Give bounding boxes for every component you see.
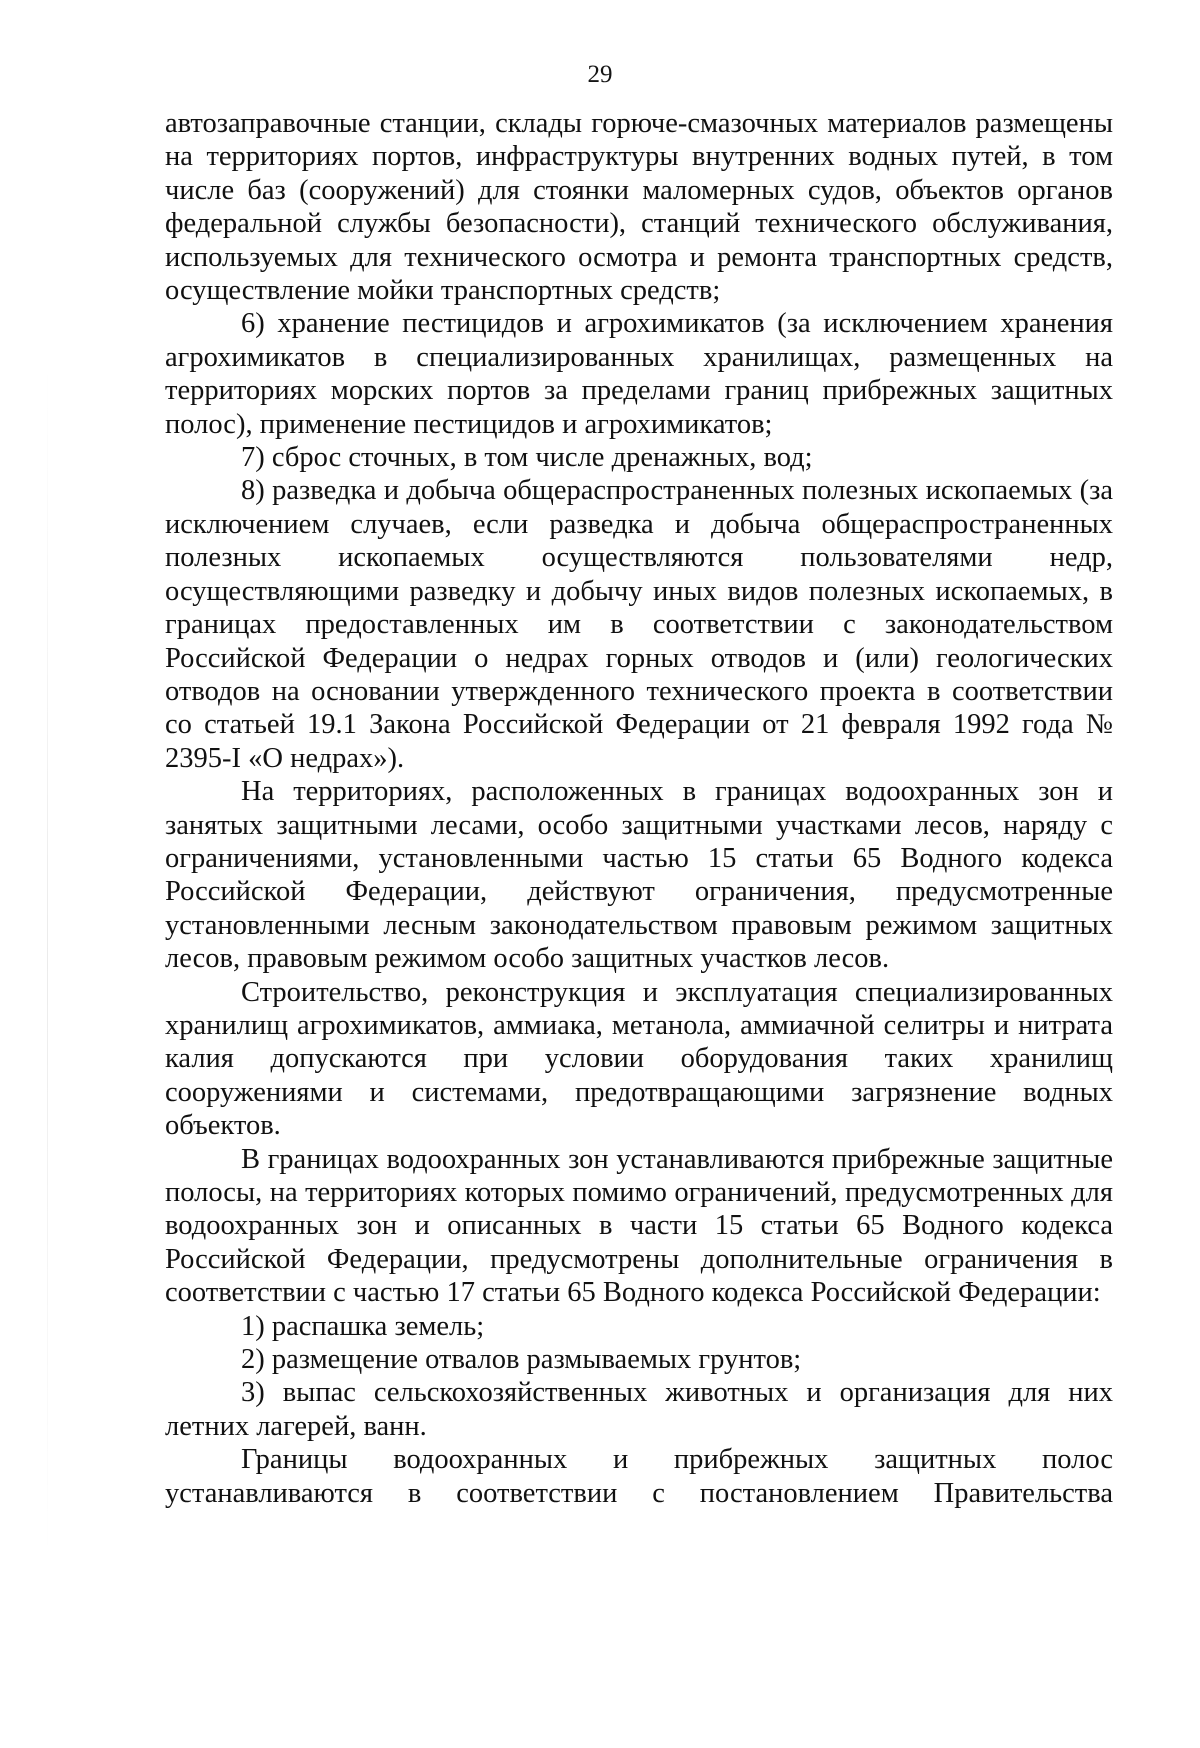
scan-edge-shadow xyxy=(47,360,48,1560)
paragraph-7: В границах водоохранных зон устанавливаются прибрежные защитные полосы, на территориях которых помимо ограничений, предусмотренных для водоохранных зон и описанных в части 15 статьи 65 Водного кодекса Российской Федерации, предусмотрены дополнительные ограничения в соответствии с частью 17 статьи 65 Водного кодекса Российской Федерации: xyxy=(165,1143,1113,1309)
paragraph-8: 1) распашка земель; xyxy=(241,1310,485,1342)
paragraph-2: 6) хранение пестицидов и агрохимикатов (за исключением хранения агрохимикатов в специализированных хранилищах, размещенных на территориях морских портов за пределами границ прибрежных защитных полос), применение пестицидов и агрохимикатов; xyxy=(165,308,1113,440)
paragraph-1: автозаправочные станции, склады горюче-смазочных материалов размещены на территориях портов, инфраструктуры внутренних водных путей, в том числе баз (сооружений) для стоянки маломерных судов, объектов органов федеральной службы безопасности), станций технического обслуживания, используемых для технического осмотра и ремонта транспортных средств, осуществление мойки транспортных средств; xyxy=(165,108,1113,307)
paragraph-3: 7) сброс сточных, в том числе дренажных, вод; xyxy=(241,442,813,474)
paragraph-4: 8) разведка и добыча общераспространенных полезных ископаемых (за исключением случаев, если разведка и добыча общераспространенных полезных ископаемых осуществляются пользователями недр, осуществляющими разведку и добычу иных видов полезных ископаемых, в границах предоставленных им в соответствии с законодательством Российской Федерации о недрах горных отводов и (или) геологических отводов на основании утвержденного технического проекта в соответствии со статьей 19.1 Закона Российской Федерации от 21 февраля 1992 года № 2395-I «О недрах»). xyxy=(165,475,1113,774)
paragraph-6: Строительство, реконструкция и эксплуатация специализированных хранилищ агрохимикатов, аммиака, метанола, аммиачной селитры и нитрата калия допускаются при условии оборудования таких хранилищ сооружениями и системами, предотвращающими загрязнение водных объектов. xyxy=(165,976,1113,1142)
paragraph-10: 3) выпас сельскохозяйственных животных и организация для них летних лагерей, ванн. xyxy=(165,1377,1113,1442)
paragraph-5: На территориях, расположенных в границах водоохранных зон и занятых защитными лесами, особо защитными участками лесов, наряду с ограничениями, установленными частью 15 статьи 65 Водного кодекса Российской Федерации, действуют ограничения, предусмотренные установленными лесным законодательством правовым режимом защитных лесов, правовым режимом особо защитных участков лесов. xyxy=(165,776,1113,975)
document-body xyxy=(165,107,1113,1510)
page-number: 29 xyxy=(587,61,613,88)
paragraph-11: Границы водоохранных и прибрежных защитных полос устанавливаются в соответствии с постановлением Правительства xyxy=(165,1444,1113,1509)
paragraph-9: 2) размещение отвалов размываемых грунтов; xyxy=(241,1344,802,1376)
